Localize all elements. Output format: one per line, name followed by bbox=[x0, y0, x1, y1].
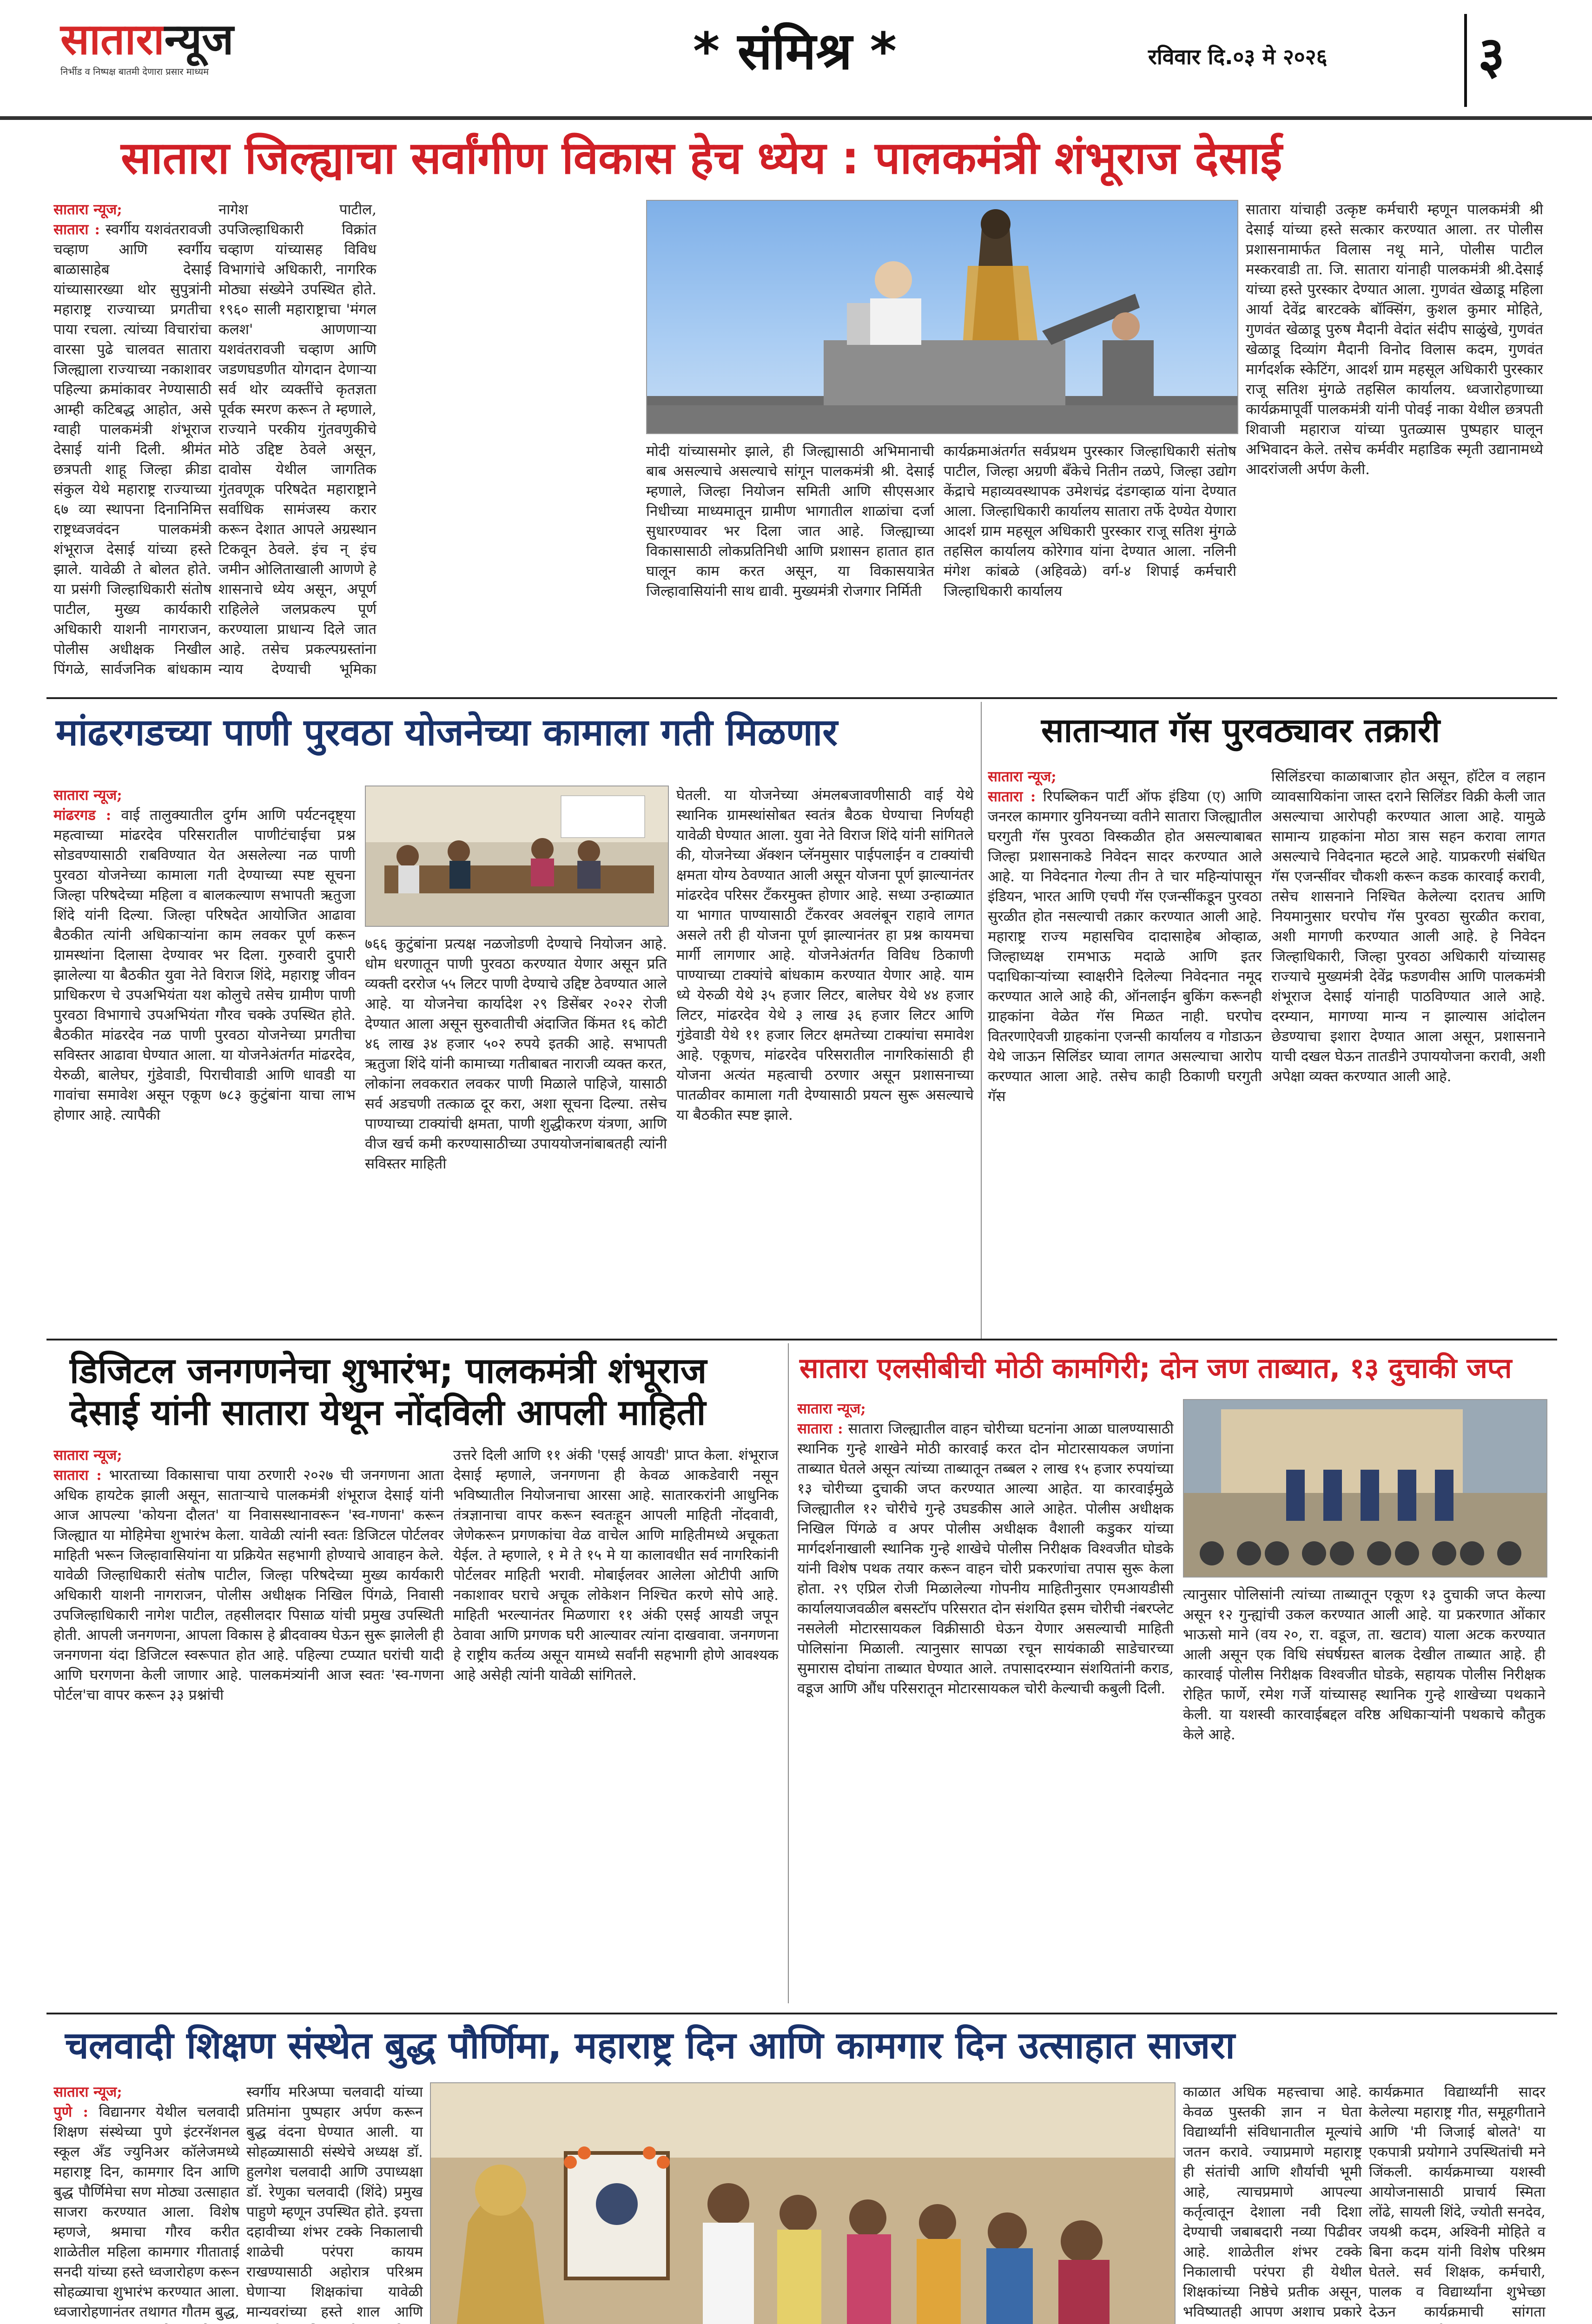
story2-column-2: ७६६ कुटुंबांना प्रत्यक्ष नळजोडणी देण्याचे नियोजन आहे. धोम धरणातून पाणी पुरवठा करण्यात येणार असून प्रति व्यक्ती दररोज ५५ लिटर पाणी देण्याचे उद्दिष्ट ठेवण्यात आले आहे. या योजनेचा कार्यादेश २९ डिसेंबर २०२२ रोजी देण्यात आला असून सुरुवातीची अंदाजित किंमत १६ कोटी ४६ लाख ३४ हजार ५०२ रुपये इतकी आहे. सभापती ऋतुजा शिंदे यांनी कामाच्या गतीबाबत नाराजी व्यक्त करत, लोकांना लवकरात लवकर पाणी मिळाले पाहिजे, यासाठी सर्व अडचणी तत्काळ दूर करा, अशा सूचना दिल्या. तसेच पाण्याच्या टाक्यांची क्षमता, पाणी शुद्धीकरण यंत्रणा, आणि वीज खर्च कमी करण्यासाठीच्या उपाययोजनांबाबतही त्यांनी सविस्तर माहिती bbox=[365, 936, 667, 1172]
story6-column-7: कार्यक्रमात विद्यार्थ्यांनी सादर केलेल्या महाराष्ट्र गीत, समूहगीताने आणि 'मी जिजाई बोलते' या एकपात्री प्रयोगाने उपस्थितांची मने जिंकली. कार्यक्रमाच्या यशस्वी आयोजनासाठी प्राचार्य स्मिता लोंढे, सायली शिंदे, ज्योती सनदेव, जयश्री कदम, अश्विनी मोहिते व बिना कदम यांनी विशेष परिश्रम घेतले. सर्व शिक्षक, कर्मचारी, पालक व विद्यार्थ्यांना शुभेच्छा देऊन कार्यक्रमाची सांगता bbox=[1369, 2084, 1546, 2320]
story1-column-2: नागेश पाटील, उपजिल्हाधिकारी विक्रांत चव्हाण यांच्यासह विविध विभागांचे अधिकारी, नागरिक मोठ्या संख्येने उपस्थित होते. १९६० साली महाराष्ट्राचा 'मंगल कलश' आणणाऱ्या यशवंतरावजी चव्हाण आणि जडणघडणीत योगदान देणाऱ्या सर्व थोर व्यक्तींचे कृतज्ञता पूर्वक स्मरण करून ते म्हणाले, राज्याने परकीय गुंतवणुकीचे मोठे उद्दिष्ट ठेवले असून, दावोस येथील जागतिक गुंतवणूक परिषदेत महाराष्ट्राने सर्वाधिक सामंजस्य करार करून देशात आपले अग्रस्थान टिकवून ठेवले. इंच न् इंच जमीन ओलिताखाली आणणे हे शासनाचे ध्येय असून, अपूर्ण राहिलेले जलप्रकल्प पूर्ण करण्याला प्राधान्य दिले जात आहे. तसेच प्रकल्पग्रस्तांना न्याय देण्याची भूमिका bbox=[218, 201, 377, 678]
story1-photo-statue-tribute bbox=[646, 200, 1238, 434]
story3-byline: सातारा न्यूज; bbox=[988, 768, 1057, 785]
story2-column-1: सातारा न्यूज; मांढरगड : वाई तालुक्यातील दुर्गम आणि पर्यटनदृष्ट्या महत्वाच्या मांढरदेव परिसरातील पाणीटंचाईचा प्रश्न सोडवण्यासाठी राबविण्यात येत असलेल्या नळ पाणी पुरवठा योजनेच्या कामाला गती देण्याच्या स्पष्ट सूचना जिल्हा परिषदेच्या महिला व बालकल्याण सभापती ऋतुजा शिंदे यांनी दिल्या. जिल्हा परिषदेत आयोजित आढावा बैठकीत त्यांनी अधिकाऱ्यांना काम लवकर पूर्ण करून ग्रामस्थांना दिलासा देण्यावर भर दिला. गुरुवारी दुपारी झालेल्या या बैठकीत युवा नेते विराज शिंदे, महाराष्ट्र जीवन प्राधिकरण चे उपअभियंता यश कोलुचे तसेच ग्रामीण पाणी पुरवठा विभागाचे उपअभियंता गौरव चक्के उपस्थित होते. बैठकीत मांढरदेव नळ पाणी पुरवठा योजनेच्या प्रगतीचा सविस्तर आढावा घेण्यात आला. या योजनेअंतर्गत मांढरदेव, येरुळी, बालेघर, गुंडेवाडी, पिराचीवाडी आणि धावडी या गावांचा समावेश असून एकूण ७८३ कुटुंबांना याचा लाभ होणार आहे. त्यापैकी bbox=[53, 787, 356, 1123]
story1-byline: सातारा न्यूज; bbox=[53, 201, 122, 218]
divider bbox=[46, 697, 1557, 699]
story3-column-2: सिलिंडरचा काळाबाजार होत असून, हॉटेल व लहान व्यावसायिकांना जास्त दराने सिलिंडर विक्री केली जात असल्याचा आरोपही करण्यात आला आहे. यामुळे सामान्य ग्राहकांना मोठा त्रास सहन करावा लागत असल्याचे निवेदनात म्हटले आहे. याप्रकरणी संबंधित गॅस एजन्सींवर चौकशी करून कडक कारवाई करावी, तसेच शासनाने निश्चित केलेल्या दरातच आणि नियमानुसार घरपोच गॅस पुरवठा सुरळीत करावा, अशी मागणी करण्यात आली आहे. हे निवेदन जिल्हाधिकारी, जिल्हा पुरवठा अधिकारी यांच्यासह राज्याचे मुख्यमंत्री देवेंद्र फडणवीस आणि पालकमंत्री शंभूराज देसाई यांनाही पाठविण्यात आले आहे. दरम्यान, मागण्या मान्य न झाल्यास आंदोलन छेडण्याचा इशारा देण्यात आला असून, प्रशासनाने याची दखल घेऊन तातडीने उपाययोजना करावी, अशी अपेक्षा व्यक्त करण्यात आली आहे. bbox=[1271, 768, 1546, 1085]
story1-headline: सातारा जिल्ह्याचा सर्वांगीण विकास हेच ध्येय : पालकमंत्री शंभूराज देसाई bbox=[121, 132, 1282, 184]
story4-headline-line2: देसाई यांनी सातारा येथून नोंदविली आपली माहिती bbox=[70, 1392, 706, 1433]
story1-column-5: सातारा यांचाही उत्कृष्ट कर्मचारी म्हणून पालकमंत्री श्री देसाई यांच्या हस्ते सत्कार करण्यात आला. तर पोलीस प्रशासनामार्फत विलास नथू माने, पोलीस पाटील मस्करवाडी ता. जि. सातारा यांनाही पालकमंत्री श्री.देसाई यांच्या हस्ते पुरस्कार देण्यात आला. गुणवंत खेळाडू महिला आर्या देवेंद्र बारटक्के बॉक्सिंग, कुशल कुमार मोहिते, गुणवंत खेळाडू पुरुष मैदानी वेदांत संदीप साळुंखे, गुणवंत खेळाडू दिव्यांग मैदानी विनोद विलास कदम, गुणवंत मार्गदर्शक स्केटिंग, आदर्श ग्राम महसूल अधिकारी पुरस्कार राजू सतिश मुंगळे तहसिल कार्यालय. ध्वजारोहणाच्या कार्यक्रमापूर्वी पालकमंत्री यांनी पोवई नाका येथील छत्रपती शिवाजी महाराज यांच्या पुतळ्यास पुष्पहार घालून अभिवादन केले. तसेच कर्मवीर महाडिक स्मृती उद्यानामध्ये आदरांजली अर्पण केली. bbox=[1246, 201, 1543, 478]
story5-headline: सातारा एलसीबीची मोठी कामगिरी; दोन जण ताब्यात, १३ दुचाकी जप्त bbox=[799, 1352, 1512, 1385]
story1-column-4: कार्यक्रमाअंतर्गत सर्वप्रथम पुरस्कार जिल्हाधिकारी संतोष पाटील, जिल्हा अग्रणी बँकेचे नितीन तळपे, जिल्हा उद्योग केंद्राचे महाव्यवस्थापक उमेशचंद्र दंडगव्हाळ यांना देण्यात आला. जिल्हाधिकारी कार्यालय सातारा तर्फे देण्येत येणारा आदर्श ग्राम महसूल अधिकारी पुरस्कार राजू सतिश मुंगळे तहसिल कार्यालय कोरेगाव यांना देण्यात आला. नलिनी मंगेश कांबळे (अहिवळे) वर्ग-४ शिपाई कर्मचारी जिल्हाधिकारी कार्यालय bbox=[944, 443, 1236, 600]
story4-column-2: उत्तरे दिली आणि ११ अंकी 'एसई आयडी' प्राप्त केला. शंभूराज देसाई म्हणाले, जनगणना ही केवळ आकडेवारी नसून भविष्यातील नियोजनाचा आरसा आहे. सातारकरांनी आधुनिक तंत्रज्ञानाचा वापर करून स्वतःहून आपली माहिती नोंदवावी, जेणेकरून प्रगणकांचा वेळ वाचेल आणि माहितीमध्ये अचूकता येईल. ते म्हणाले, १ मे ते १५ मे या कालावधीत सर्व नागरिकांनी पोर्टलवर माहिती भरावी. मोबाईलवर आलेला ओटीपी आणि नकाशावर घराचे अचूक लोकेशन निश्चित करणे सोपे आहे. माहिती भरल्यानंतर मिळणारा ११ अंकी एसई आयडी जपून ठेवावा आणि प्रगणक घरी आल्यावर त्यांना दाखवावा. जनगणना हे राष्ट्रीय कर्तव्य असून यामध्ये सर्वांनी सहभागी होणे आवश्यक आहे असेही त्यांनी यावेळी सांगितले. bbox=[453, 1447, 779, 1684]
bikes-photo-illustration bbox=[1184, 1400, 1546, 1577]
story6-column-6: काळात अधिक महत्त्वाचा आहे. केवळ पुस्तकी ज्ञान न घेता विद्यार्थ्यांनी संविधानातील मूल्यांचे जतन करावे. ज्याप्रमाणे महाराष्ट्र ही संतांची आणि शौर्याची भूमी आहे, त्याचप्रमाणे आपल्या कर्तृत्वातून देशाला नवी दिशा देण्याची जबाबदारी नव्या पिढीवर आहे. शाळेतील शंभर टक्के निकालाची परंपरा ही येथील शिक्षकांच्या निष्ठेचे प्रतीक असून, भविष्यातही आपण अशाच प्रकारे bbox=[1183, 2084, 1362, 2320]
newspaper-logo bbox=[60, 14, 256, 93]
story6-byline: सातारा न्यूज; bbox=[53, 2084, 122, 2100]
story5-photo-seized-bikes bbox=[1183, 1399, 1547, 1578]
story6-photo-celebration bbox=[430, 2082, 1176, 2324]
story6-column-2: स्वर्गीय मरिअप्पा चलवादी यांच्या प्रतिमांना पुष्पहार अर्पण करून बुद्ध वंदना घेण्यात आली. या सोहळ्यासाठी संस्थेचे अध्यक्ष डॉ. हुलगेश चलवादी आणि उपाध्यक्षा डॉ. रेणुका चलवादी (शिंदे) प्रमुख पाहुणे म्हणून उपस्थित होते. इयत्ता दहावीच्या शंभर टक्के निकालाची शाळेची परंपरा कायम राखण्यासाठी अहोरात्र परिश्रम घेणाऱ्या शिक्षकांचा यावेळी मान्यवरांच्या हस्ते शाल आणि bbox=[246, 2084, 423, 2320]
story6-column-1: सातारा न्यूज; पुणे : विद्यानगर येथील चलवादी शिक्षण संस्थेच्या पुणे इंटरनॅशनल स्कूल अँड ज्युनिअर कॉलेजमध्ये महाराष्ट्र दिन, कामगार दिन आणि बुद्ध पौर्णिमेचा सण मोठ्या उत्साहात साजरा करण्यात आला. विशेष म्हणजे, श्रमाचा गौरव करीत शाळेतील महिला कामगार गीताताई सनदी यांच्या हस्ते ध्वजारोहण करून सोहळ्याचा शुभारंभ करण्यात आला. ध्वजारोहणानंतर तथागत गौतम बुद्ध, bbox=[53, 2084, 239, 2320]
story4-column-1: सातारा न्यूज; सातारा : भारताच्या विकासाचा पाया ठरणारी २०२७ ची जनगणना आता अधिक हायटेक झाली असून, साताऱ्याचे पालकमंत्री शंभूराज देसाई यांनी आज आपल्या 'कोयना दौलत' या निवासस्थानावरून 'स्व-गणना' करून जिल्ह्यात या मोहिमेचा शुभारंभ केला. यावेळी त्यांनी स्वतः डिजिटल पोर्टलवर माहिती भरून जिल्हावासियांना या प्रक्रियेत सहभागी होण्याचे आवाहन केले. यावेळी जिल्हाधिकारी संतोष पाटील, जिल्हा परिषदेच्या मुख्य कार्यकारी अधिकारी याशनी नागराजन, पोलीस अधीक्षक निखिल पिंगळे, निवासी उपजिल्हाधिकारी नागेश पाटील, तहसीलदार पिसाळ यांची प्रमुख उपस्थिती होती. आपली जनगणना, आपला विकास हे ब्रीदवाक्य घेऊन सुरू झालेली ही जनगणना यंदा डिजिटल स्वरूपात होत आहे. पहिल्या टप्प्यात घरांची यादी आणि घरगणना केली जाणार आहे. पालकमंत्र्यांनी आज स्वतः 'स्व-गणना पोर्टल'चा वापर करून ३३ प्रश्नांची bbox=[53, 1447, 444, 1703]
logo-wordmark: सातारान्यूज bbox=[60, 14, 234, 64]
story6-headline: चलवादी शिक्षण संस्थेत बुद्ध पौर्णिमा, महाराष्ट्र दिन आणि कामगार दिन उत्साहात साजरा bbox=[65, 2024, 1235, 2067]
column-divider bbox=[981, 702, 982, 1339]
divider bbox=[46, 1339, 1557, 1340]
page-number: ३ bbox=[1478, 26, 1505, 85]
story2-headline: मांढरगडच्या पाणी पुरवठा योजनेच्या कामाला गती मिळणार bbox=[56, 711, 838, 754]
meeting-photo-illustration bbox=[366, 786, 668, 926]
story4-byline: सातारा न्यूज; bbox=[53, 1447, 122, 1464]
story3-column-1: सातारा न्यूज; सातारा : रिपब्लिकन पार्टी ऑफ इंडिया (ए) आणि जनरल कामगार युनियनच्या वतीने सातारा जिल्ह्यातील घरगुती गॅस पुरवठा विस्कळीत होत असल्याबाबत जिल्हा प्रशासनाकडे निवेदन सादर करण्यात आले आहे. या निवेदनात गेल्या तीन ते चार महिन्यांपासून इंडियन, भारत आणि एचपी गॅस एजन्सींकडून पुरवठा सुरळीत होत नसल्याची तक्रार करण्यात आली आहे. महाराष्ट्र राज्य महासचिव दादासाहेब ओव्हाळ, जिल्हाध्यक्ष रामभाऊ मदाळे आणि इतर पदाधिकाऱ्यांच्या स्वाक्षरीने दिलेल्या निवेदनात नमूद करण्यात आले आहे की, ऑनलाईन बुकिंग करूनही ग्राहकांना वेळेत गॅस मिळत नाही. घरपोच वितरणाऐवजी ग्राहकांना एजन्सी कार्यालय व गोडाऊन येथे जाऊन सिलिंडर घ्यावा लागत असल्याचा आरोप करण्यात आला आहे. तसेच काही ठिकाणी घरगुती गॅस bbox=[988, 768, 1262, 1105]
masthead bbox=[0, 0, 1592, 120]
logo-tagline: निर्भीड व निष्पक्ष बातमी देणारा प्रसार माध्यम bbox=[60, 66, 209, 77]
page-number-divider bbox=[1464, 14, 1467, 107]
story4-headline-line1: डिजिटल जनगणनेचा शुभारंभ; पालकमंत्री शंभूराज bbox=[70, 1350, 707, 1391]
story1-column-3: मोदी यांच्यासमोर झाले, ही जिल्ह्यासाठी अभिमानाची बाब असल्याचे असल्याचे सांगून पालकमंत्री श्री. देसाई म्हणाले, जिल्हा नियोजन समिती आणि सीएसआर निधीच्या माध्यमातून ग्रामीण भागातील शाळांचा दर्जा सुधारण्यावर भर दिला जात आहे. जिल्ह्याच्या विकासासाठी लोकप्रतिनिधी आणि प्रशासन हातात हात घालून काम करत असून, या विकासयात्रेत जिल्हावासियांनी साथ द्यावी. मुख्यमंत्री रोजगार निर्मिती bbox=[646, 443, 934, 600]
story5-column-2: त्यानुसार पोलिसांनी त्यांच्या ताब्यातून एकूण १३ दुचाकी जप्त केल्या असून १२ गुन्ह्यांची उकल करण्यात आली आहे. या प्रकरणात ओंकार भाऊसो माने (वय २०, रा. वडूज, ता. खटाव) याला अटक करण्यात आली असून एक विधि संघर्षग्रस्त बालक देखील ताब्यात आहे. ही कारवाई पोलीस निरीक्षक विश्वजीत घोडके, सहायक पोलीस निरीक्षक रोहित फार्णे, रमेश गर्जे यांच्यासह स्थानिक गुन्हे शाखेच्या पथकाने केली. या यशस्वी कारवाईबद्दल वरिष्ठ अधिकाऱ्यांनी पथकाचे कौतुक केले आहे. bbox=[1183, 1586, 1546, 1743]
statue-photo-illustration bbox=[647, 201, 1237, 433]
story3-headline: साताऱ्यात गॅस पुरवठ्यावर तक्रारी bbox=[1041, 711, 1440, 750]
celebration-photo-illustration bbox=[431, 2083, 1175, 2324]
story5-byline: सातारा न्यूज; bbox=[797, 1400, 866, 1417]
story5-column-1: सातारा न्यूज; सातारा : सातारा जिल्ह्यातील वाहन चोरीच्या घटनांना आळा घालण्यासाठी स्थानिक गुन्हे शाखेने मोठी कारवाई करत दोन मोटारसायकल जणांना ताब्यात घेतले असून त्यांच्या ताब्यातून तब्बल २ लाख १५ हजार रुपयांच्या १३ चोरीच्या दुचाकी जप्त करण्यात आल्या आहेत. या कारवाईमुळे जिल्ह्यातील १२ चोरीचे गुन्हे उघडकीस आले आहेत. पोलीस अधीक्षक निखिल पिंगळे व अपर पोलीस अधीक्षक वैशाली कडुकर यांच्या मार्गदर्शनाखाली स्थानिक गुन्हे शाखेचे पोलीस निरीक्षक विश्वजीत घोडके यांनी विशेष पथक तयार करून वाहन चोरी प्रकरणांचा तपास सुरू केला होता. २९ एप्रिल रोजी मिळालेल्या गोपनीय माहितीनुसार एमआयडीसी कार्यालयाजवळील बसस्टॉप परिसरात दोन संशयित इसम चोरीची नंबरप्लेट नसलेली मोटारसायकल विक्रीसाठी घेऊन येणार असल्याची माहिती पोलिसांना मिळाली. त्यानुसार सापळा रचून सायंकाळी साडेचारच्या सुमारास दोघांना ताब्यात घेण्यात आले. तपासादरम्यान संशयितांनी कराड, वडूज आणि औंध परिसरातून मोटारसायकल चोरी केल्याची कबुली दिली. bbox=[797, 1400, 1174, 1697]
story1-column-1: सातारा न्यूज; सातारा : स्वर्गीय यशवंतरावजी चव्हाण आणि स्वर्गीय बाळासाहेब देसाई यांच्यासारख्या थोर सुपुत्रांनी महाराष्ट्र राज्याच्या प्रगतीचा पाया रचला. त्यांच्या विचारांचा वारसा पुढे चालवत सातारा जिल्ह्याला राज्याच्या नकाशावर पहिल्या क्रमांकावर नेण्यासाठी आम्ही कटिबद्ध आहोत, असे ग्वाही पालकमंत्री शंभूराज देसाई यांनी दिली. श्रीमंत छत्रपती शाहू जिल्हा क्रीडा संकुल येथे महाराष्ट्र राज्याच्या ६७ व्या स्थापना दिनानिमित्त राष्ट्रध्वजवंदन पालकमंत्री शंभूराज देसाई यांच्या हस्ते झाले. यावेळी ते बोलत होते. या प्रसंगी जिल्हाधिकारी संतोष पाटील, मुख्य कार्यकारी अधिकारी याशनी नागराजन, पोलीस अधीक्षक निखील पिंगळे, सार्वजनिक बांधकाम bbox=[53, 201, 211, 678]
issue-date: रविवार दि.०३ मे २०२६ bbox=[1148, 44, 1328, 69]
section-title: * संमिश्र * bbox=[693, 21, 897, 81]
story2-photo-meeting bbox=[365, 786, 669, 927]
story2-column-3: घेतली. या योजनेच्या अंमलबजावणीसाठी वाई येथे स्थानिक ग्रामस्थांसोबत स्वतंत्र बैठक घेण्याचा निर्णयही यावेळी घेण्यात आला. युवा नेते विराज शिंदे यांनी सांगितले की, योजनेच्या ॲक्शन प्लॅनमुसार पाईपलाईन व टाक्यांची क्षमता योग्य ठेवण्यात आली असून योजना पूर्ण झाल्यानंतर मांढरदेव परिसर टँकरमुक्त होणार आहे. सध्या उन्हाळ्यात या भागात पाण्यासाठी टँकरवर अवलंबून राहावे लागत असले तरी ही योजना पूर्ण झाल्यानंतर हा प्रश्न कायमचा मार्गी लागणार आहे. योजनेअंतर्गत विविध ठिकाणी पाण्याच्या टाक्यांचे बांधकाम करण्यात येणार आहे. याम ध्ये येरुळी येथे ३५ हजार लिटर, बालेघर येथे ४४ हजार लिटर, मांढरदेव येथे ३ लाख ३६ हजार लिटर आणि गुंडेवाडी येथे ११ हजार लिटर क्षमतेच्या टाक्यांचा समावेश आहे. एकूणच, मांढरदेव परिसरातील नागरिकांसाठी ही योजना अत्यंत महत्वाची ठरणार असून प्रशासनाच्या पातळीवर कामाला गती देण्यासाठी प्रयत्न सुरू असल्याचे या बैठकीत स्पष्ट झाले. bbox=[676, 787, 974, 1123]
column-divider bbox=[788, 1343, 789, 2003]
story2-byline: सातारा न्यूज; bbox=[53, 787, 122, 804]
divider bbox=[46, 2013, 1557, 2014]
